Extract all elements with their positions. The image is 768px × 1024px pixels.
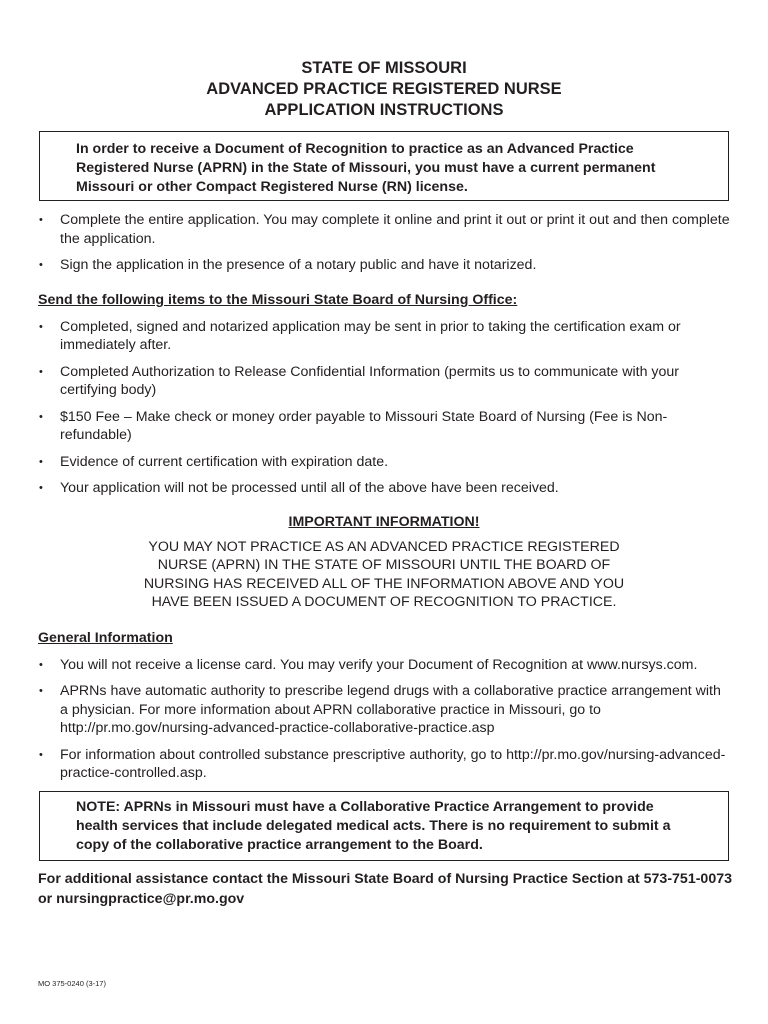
list-item-text: Completed Authorization to Release Confidential Information (permits us to communicate with your certifying body) [60,363,680,398]
bullet-icon: • [39,214,43,226]
list-item-text: Sign the application in the presence of a notary public and have it notarized. [60,257,537,273]
bullet-icon: • [39,259,43,271]
title-line-1: STATE OF MISSOURI [301,59,467,77]
list-item [38,479,732,498]
bullet-icon: • [39,410,43,423]
contact-information: For additional assistance contact the Missouri State Board of Nursing Practice Section at 573-751-0073 or nursingpractice@pr.mo.gov [38,871,732,907]
list-item [38,318,732,355]
collaborative-note-box [39,791,729,861]
bullet-icon: • [39,685,43,697]
list-item-text: For information about controlled substance prescriptive authority, go to http://pr.mo.gov/nursing-advanced-practice-controlled.asp. [60,746,726,781]
bullet-icon: • [39,748,43,761]
list-item [38,256,732,275]
list-item-text: APRNs have automatic authority to prescribe legend drugs with a collaborative practice arrangement with a physician. For more information about APRN collaborative practice in Missouri, go to http://pr.mo.gov/nursing-advanced-practice-collaborative-practice.asp [60,683,721,736]
important-line-3: NURSING HAS RECEIVED ALL OF THE INFORMATION ABOVE AND YOU [143,575,625,592]
important-line-1: YOU MAY NOT PRACTICE AS AN ADVANCED PRACTICE REGISTERED [148,538,620,555]
send-items-section [38,291,732,506]
important-line-4: HAVE BEEN ISSUED A DOCUMENT OF RECOGNITION TO PRACTICE. [151,594,617,610]
initial-steps-list [38,211,732,275]
form-number: MO 375-0240 (3-17) [38,979,106,988]
list-item-text: Your application will not be processed until all of the above have been received. [60,480,559,496]
list-item-text: You will not receive a license card. You may verify your Document of Recognition at www.nursys.com. [60,656,698,673]
important-heading: IMPORTANT INFORMATION! [288,514,480,530]
important-line-2: NURSE (APRN) IN THE STATE OF MISSOURI UNTIL THE BOARD OF [157,557,611,573]
initial-steps [38,211,732,283]
general-information-section [38,629,732,791]
list-item [38,363,732,400]
send-items-list [38,318,732,498]
list-item-text: $150 Fee – Make check or money order payable to Missouri State Board of Nursing (Fee is Non-refundable) [60,408,668,443]
list-item-text: Complete the entire application. You may complete it online and print it out or print it out and then complete the application. [60,212,730,247]
bullet-icon: • [39,320,43,333]
intro-notice-text: In order to receive a Document of Recognition to practice as an Advanced Practice Registered Nurse (APRN) in the State of Missouri, you must have a current permanent Missouri or other Compact Registered Nurse (RN) license. [76,141,656,195]
list-item [38,453,732,472]
title-line-2: ADVANCED PRACTICE REGISTERED NURSE [206,80,562,98]
list-item-text: Completed, signed and notarized application may be sent in prior to taking the certification exam or immediately after. [60,318,681,353]
important-information [0,513,768,612]
send-items-heading: Send the following items to the Missouri State Board of Nursing Office: [38,292,518,308]
list-item [38,656,732,675]
bullet-icon: • [39,455,43,468]
intro-notice-box [39,131,729,201]
list-item [38,211,732,248]
general-information-heading: General Information [38,630,173,646]
general-information-list [38,656,732,783]
collaborative-note-text: NOTE: APRNs in Missouri must have a Collaborative Practice Arrangement to provide health services that include delegated medical acts. There is no requirement to submit a copy of the collaborative practice arrangement to the Board. [76,799,671,853]
bullet-icon: • [39,365,43,378]
bullet-icon: • [39,482,43,494]
list-item [38,682,732,738]
title-line-3: APPLICATION INSTRUCTIONS [264,101,504,119]
bullet-icon: • [39,658,43,671]
list-item [38,408,732,445]
document-title [0,58,768,121]
list-item [38,746,732,783]
list-item-text: Evidence of current certification with expiration date. [60,453,389,470]
